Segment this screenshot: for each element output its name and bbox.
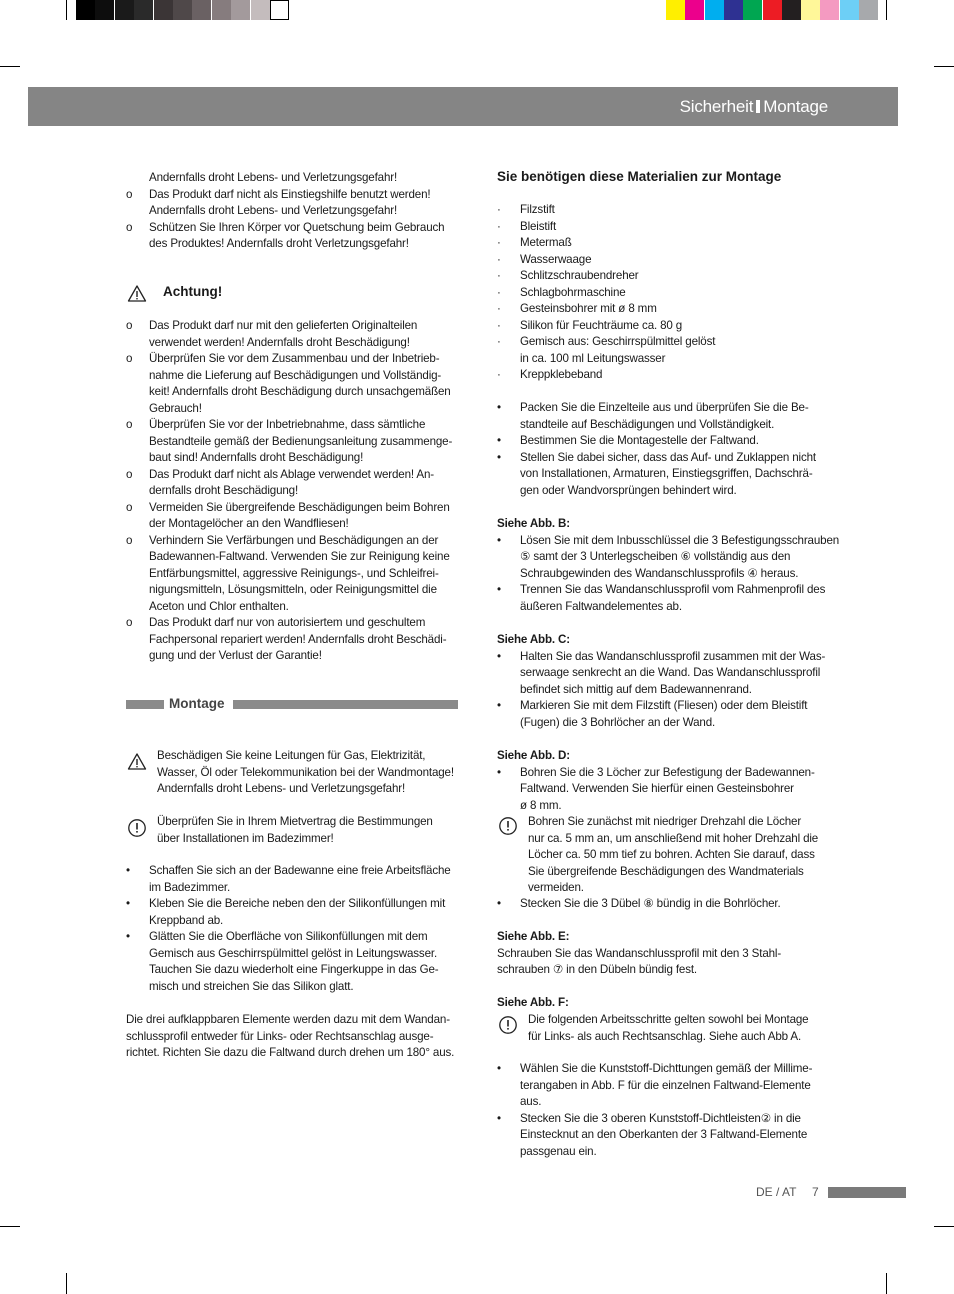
list-item-text: Kleben Sie die Bereiche neben den der Silikonfüllungen mit: [149, 897, 446, 910]
list-item-text: im Badezimmer.: [149, 880, 231, 894]
list-item: [126, 946, 466, 963]
list-item-text: Überprüfen Sie vor der Inbetriebnahme, dass sämtliche: [149, 418, 426, 431]
color-swatch: [685, 0, 704, 20]
seal-steps: [497, 1061, 857, 1160]
list-item-text: des Produktes! Andernfalls droht Verletzungsgefahr!: [149, 237, 409, 250]
preparation-steps: [497, 400, 857, 499]
list-item: [497, 417, 857, 434]
materials-list: [497, 202, 857, 384]
text-line: Sie übergreifende Beschädigungen des Wandmaterials: [528, 864, 804, 878]
list-item: [497, 235, 857, 252]
list-item-text: Das Produkt darf nicht als Einstiegshilfe benutzt werden!: [149, 187, 431, 201]
list-item: [126, 318, 466, 335]
list-item-text: der Montagelöcher an den Wandfliesen!: [149, 517, 349, 530]
color-swatch: [134, 0, 153, 20]
list-item-text: Fachpersonal repariert werden! Andernfalls droht Beschädi-: [149, 632, 447, 646]
bullet: •: [497, 699, 501, 712]
bullet: ·: [497, 236, 501, 249]
bullet: •: [497, 434, 501, 447]
color-swatch: [192, 0, 211, 20]
achtung-list: [126, 318, 466, 665]
color-swatch: [115, 0, 134, 20]
bullet: o: [126, 418, 133, 431]
bullet: ·: [497, 285, 501, 299]
list-item-text: äußeren Faltwandelementes ab.: [520, 599, 682, 613]
bullet: o: [126, 467, 133, 481]
list-item-text: serwaage senkrecht an die Wand. Das Wandanschlussprofil: [520, 666, 821, 679]
bullet: ·: [497, 368, 501, 381]
bullet: •: [497, 533, 501, 547]
list-item-text: Überprüfen Sie vor dem Zusammenbau und der Inbetrieb-: [149, 352, 440, 365]
list-item: [126, 648, 466, 665]
color-swatch: [840, 0, 859, 20]
bullet: ·: [497, 219, 501, 233]
list-item: [126, 203, 466, 220]
bullet: ·: [497, 252, 501, 266]
list-item: [126, 599, 466, 616]
bullet: o: [126, 500, 133, 514]
list-item: [126, 384, 466, 401]
exclamation-circle-icon: [498, 1015, 518, 1035]
list-item-text: Glätten Sie die Oberfläche von Silikonfüllungen mit dem: [149, 930, 428, 943]
list-item: [126, 533, 466, 550]
text-line: schlussprofil entweder für Links- oder Rechtsanschlag ausge-: [126, 1029, 434, 1043]
text-line: Wasser, Öl oder Telekommunikation bei der Wandmontage!: [157, 765, 454, 779]
color-swatch: [801, 0, 820, 20]
list-item-text: gung und der Verlust der Garantie!: [149, 649, 322, 662]
list-item-text: in ca. 100 ml Leitungswasser: [520, 351, 666, 365]
list-item: [497, 334, 857, 351]
list-item: [497, 896, 857, 913]
list-item: [126, 220, 466, 237]
list-item-text: ø 8 mm.: [520, 798, 562, 812]
text-line: Die drei aufklappbaren Elemente werden dazu mit dem Wandan-: [126, 1013, 450, 1026]
list-item: [126, 483, 466, 500]
list-item-text: misch und streichen Sie das Silikon glatt.: [149, 979, 354, 993]
list-item-text: verwendet werden! Andernfalls droht Beschädigung!: [149, 335, 410, 349]
list-item: [126, 500, 466, 517]
list-item-text: Das Produkt darf nur mit den gelieferten Originalteilen: [149, 319, 418, 332]
list-item-text: befindet sich mittig auf dem Badewannenrand.: [520, 682, 752, 696]
list-item-text: Vermeiden Sie übergreifende Beschädigungen beim Bohren: [149, 500, 450, 514]
list-item-text: Faltwand. Verwenden Sie hierfür einen Gesteinsbohrer: [520, 782, 794, 795]
exclamation-circle-icon: [127, 818, 147, 838]
bullet: o: [126, 187, 133, 201]
list-item: [126, 187, 466, 204]
text-line: vermeiden.: [528, 881, 584, 894]
crop-mark: [0, 66, 20, 67]
color-swatch: [705, 0, 724, 20]
color-swatch: [724, 0, 743, 20]
color-swatch: [666, 0, 685, 20]
text-line: nur ca. 5 mm an, um anschließend mit hoher Drehzahl die: [528, 831, 819, 845]
list-item: [497, 268, 857, 285]
list-item-text: Schraubgewinden des Wandanschlussprofils ④ heraus.: [520, 566, 799, 580]
list-item-text: Andernfalls droht Lebens- und Verletzungsgefahr!: [149, 171, 398, 184]
list-item: [497, 533, 857, 550]
crop-mark: [66, 1273, 67, 1294]
color-swatch: [95, 0, 114, 20]
closing-paragraph: [126, 1012, 466, 1062]
bullet: •: [126, 930, 130, 943]
list-item-text: Entfärbungsmittel, aggressive Reinigungs-, und Schleifrei-: [149, 566, 439, 580]
header-section-montage: Montage: [763, 97, 828, 116]
color-swatch: [859, 0, 878, 20]
list-item: [126, 615, 466, 632]
abb-d-heading: Siehe Abb. D:: [497, 749, 570, 762]
montage-divider-left: [126, 700, 164, 709]
crop-mark: [886, 1273, 887, 1294]
text-line: schrauben ⑦ in den Dübeln bündig fest.: [497, 963, 697, 976]
drilling-note: [528, 814, 858, 897]
list-item-text: Das Produkt darf nur von autorisiertem und geschultem: [149, 616, 426, 629]
list-item: [497, 367, 857, 384]
list-item-text: Bleistift: [520, 219, 557, 233]
text-line: Löcher ca. 50 mm tief zu bohren. Achten Sie darauf, dass: [528, 848, 815, 861]
section-header-bar: [28, 87, 898, 126]
color-swatch: [154, 0, 173, 20]
list-item-text: dernfalls droht Beschädigung!: [149, 484, 299, 497]
color-swatch: [212, 0, 231, 20]
list-item-text: gen oder Wandvorsprüngen behindert wird.: [520, 483, 737, 497]
list-item-text: passgenau ein.: [520, 1144, 597, 1158]
preparation-list: [126, 863, 466, 995]
list-item-text: Das Produkt darf nicht als Ablage verwendet werden! An-: [149, 467, 434, 481]
abb-e-heading: Siehe Abb. E:: [497, 930, 570, 943]
list-item: [126, 880, 466, 897]
list-item: [497, 682, 857, 699]
list-item: [126, 913, 466, 930]
list-item: [126, 351, 466, 368]
list-item: [497, 698, 857, 715]
bullet: •: [497, 450, 501, 464]
color-swatch: [251, 0, 270, 20]
list-item-text: Stellen Sie dabei sicher, dass das Auf- und Zuklappen nicht: [520, 450, 817, 464]
bullet: ·: [497, 318, 501, 332]
orientation-note: [528, 1012, 858, 1045]
warning-triangle-icon: [127, 752, 147, 772]
list-item-text: Trennen Sie das Wandanschlussprofil vom Rahmenprofil des: [520, 583, 826, 596]
montage-heading: Montage: [169, 696, 225, 711]
step-abb-f: [497, 995, 857, 1012]
list-item-text: Metermaß: [520, 236, 572, 249]
list-item-text: Badewannen-Faltwand. Verwenden Sie zur Reinigung keine: [149, 550, 450, 563]
list-item: [126, 863, 466, 880]
bullet: •: [126, 897, 130, 910]
list-item-text: terangaben in Abb. F für die einzelnen Faltwand-Elemente: [520, 1078, 811, 1092]
bullet: o: [126, 220, 133, 234]
list-item-text: Schützen Sie Ihren Körper vor Quetschung beim Gebrauch: [149, 220, 445, 234]
list-item: [497, 301, 857, 318]
list-item-text: Wasserwaage: [520, 252, 592, 266]
list-item: [497, 1094, 857, 1111]
list-item: [126, 170, 466, 187]
list-item: [497, 549, 857, 566]
crop-mark: [934, 66, 954, 67]
bullet: ·: [497, 203, 501, 216]
page-number: 7: [812, 1185, 819, 1199]
header-separator: [756, 100, 760, 113]
list-item-text: Wählen Sie die Kunststoff-Dichttungen gemäß der Millime-: [520, 1062, 813, 1075]
list-item: [497, 1111, 857, 1128]
list-item: [497, 351, 857, 368]
list-item-text: Kreppband ab.: [149, 913, 224, 927]
list-item-text: Lösen Sie mit dem Inbusschlüssel die 3 Befestigungsschrauben: [520, 533, 840, 547]
list-item-text: Aceton und Chlor enthalten.: [149, 599, 289, 613]
bullet: •: [497, 765, 501, 779]
text-line: Andernfalls droht Lebens- und Verletzungsgefahr!: [157, 782, 406, 795]
list-item: [497, 252, 857, 269]
list-item: [497, 318, 857, 335]
list-item-text: Silikon für Feuchträume ca. 80 g: [520, 318, 683, 332]
bullet: •: [497, 1062, 501, 1075]
list-item: [497, 582, 857, 599]
abb-f-heading: Siehe Abb. F:: [497, 996, 569, 1009]
step-abb-b: [497, 516, 857, 615]
list-item-text: Bestandteile gemäß der Bedienungsanleitung zusammenge-: [149, 434, 453, 448]
text-line: Beschädigen Sie keine Leitungen für Gas, Elektrizität,: [157, 749, 426, 762]
color-swatch: [270, 0, 289, 20]
color-swatch: [76, 0, 95, 20]
bullet: •: [497, 649, 501, 663]
list-item-text: Stecken Sie die 3 oberen Kunststoff-Dichtleisten② in die: [520, 1111, 801, 1125]
color-swatch: [820, 0, 839, 20]
list-item-text: Gebrauch!: [149, 401, 202, 415]
list-item: [126, 236, 466, 253]
list-item-text: Andernfalls droht Lebens- und Verletzungsgefahr!: [149, 204, 398, 217]
step-abb-e: [497, 929, 857, 979]
list-item: [126, 929, 466, 946]
list-item-text: Stecken Sie die 3 Dübel ⑧ bündig in die Bohrlöcher.: [520, 897, 781, 910]
crop-mark: [886, 0, 887, 20]
list-item: [497, 1127, 857, 1144]
list-item-text: Bestimmen Sie die Montagestelle der Faltwand.: [520, 434, 759, 447]
color-swatch: [231, 0, 250, 20]
list-item-text: Markieren Sie mit dem Filzstift (Fliesen) oder dem Bleistift: [520, 699, 808, 712]
list-item-text: nahme die Lieferung auf Beschädigungen und Vollständig-: [149, 368, 442, 382]
list-item: [497, 450, 857, 467]
list-item: [497, 781, 857, 798]
list-item-text: Tauchen Sie dazu wiederholt eine Fingerkuppe in das Ge-: [149, 963, 439, 976]
warning-triangle-icon: [127, 284, 147, 304]
bullet: o: [126, 319, 133, 332]
bullet: •: [497, 1111, 501, 1125]
list-item: [126, 516, 466, 533]
materials-heading: Sie benötigen diese Materialien zur Montage: [497, 169, 782, 184]
list-item: [126, 962, 466, 979]
list-item-text: Filzstift: [520, 203, 555, 216]
list-item: [497, 400, 857, 417]
list-item-text: baut sind! Andernfalls droht Beschädigung!: [149, 451, 364, 464]
list-item: [126, 582, 466, 599]
left-column: [126, 170, 466, 253]
list-item: [126, 368, 466, 385]
list-item: [497, 219, 857, 236]
list-item: [126, 401, 466, 418]
section-header-title: [680, 97, 828, 117]
list-item-text: von Installationen, Armaturen, Einstiegsgriffen, Dachschrä-: [520, 467, 813, 480]
bullet: •: [497, 583, 501, 596]
list-item-text: standteile auf Beschädigungen und Vollständigkeit.: [520, 417, 775, 431]
list-item: [126, 566, 466, 583]
bullet: o: [126, 616, 133, 629]
text-line: über Installationen im Badezimmer!: [157, 831, 334, 845]
achtung-heading: Achtung!: [163, 284, 223, 299]
text-line: für Links- als auch Rechtsanschlag. Siehe auch Abb A.: [528, 1029, 802, 1043]
list-item-text: aus.: [520, 1095, 542, 1108]
bullet: •: [497, 897, 501, 910]
list-item-text: Schlitzschraubendreher: [520, 269, 639, 282]
list-item-text: Gemisch aus Geschirrspülmittel gelöst in Leitungswasser.: [149, 946, 438, 960]
color-swatch: [763, 0, 782, 20]
list-item-text: Halten Sie das Wandanschlussprofil zusammen mit der Was-: [520, 649, 826, 663]
bullet: o: [126, 533, 133, 547]
text-line: Schrauben Sie das Wandanschlussprofil mit den 3 Stahl-: [497, 946, 782, 960]
color-swatch: [743, 0, 762, 20]
list-item-text: Einstecknut an den Oberkanten der 3 Faltwand-Elemente: [520, 1128, 808, 1141]
list-item: [497, 202, 857, 219]
bullet: ·: [497, 269, 501, 282]
list-item: [126, 632, 466, 649]
list-item: [126, 467, 466, 484]
safety-list-continued: [126, 170, 466, 253]
list-item: [497, 566, 857, 583]
list-item: [126, 417, 466, 434]
list-item-text: Gesteinsbohrer mit ø 8 mm: [520, 302, 657, 315]
step-abb-c: [497, 632, 857, 731]
text-line: Bohren Sie zunächst mit niedriger Drehzahl die Löcher: [528, 815, 802, 828]
list-item: [497, 483, 857, 500]
list-item-text: (Fugen) die 3 Bohrlöcher an der Wand.: [520, 715, 716, 729]
list-item: [497, 765, 857, 782]
list-item-text: Packen Sie die Einzelteile aus und überprüfen Sie die Be-: [520, 401, 809, 414]
footer-bar: [828, 1187, 906, 1198]
list-item-text: Kreppklebeband: [520, 368, 603, 381]
list-item-text: Bohren Sie die 3 Löcher zur Befestigung der Badewannen-: [520, 765, 815, 779]
list-item: [126, 896, 466, 913]
list-item: [497, 649, 857, 666]
list-item-text: Schlagbohrmaschine: [520, 285, 626, 299]
list-item: [497, 1144, 857, 1161]
list-item-text: Verhindern Sie Verfärbungen und Beschädigungen an der: [149, 533, 439, 547]
text-line: richtet. Richten Sie dazu die Faltwand durch drehen um 180° aus.: [126, 1046, 455, 1059]
list-item-text: Schaffen Sie sich an der Badewanne eine freie Arbeitsfläche: [149, 864, 451, 877]
list-item: [497, 466, 857, 483]
bullet: •: [497, 401, 501, 414]
crop-mark: [0, 1226, 20, 1227]
list-item: [126, 335, 466, 352]
list-item: [126, 450, 466, 467]
list-item: [497, 798, 857, 815]
abb-c-heading: Siehe Abb. C:: [497, 633, 570, 646]
list-item-text: ⑤ samt der 3 Unterlegscheiben ⑥ vollständig aus den: [520, 550, 791, 563]
list-item-text: nigungsmitteln, Lösungsmitteln, oder Reinigungsmittel die: [149, 583, 437, 596]
list-item: [497, 433, 857, 450]
bullet: ·: [497, 335, 501, 348]
list-item: [497, 599, 857, 616]
bullet: •: [126, 864, 130, 877]
list-item-text: Gemisch aus: Geschirrspülmittel gelöst: [520, 335, 716, 348]
text-line: Die folgenden Arbeitsschritte gelten sowohl bei Montage: [528, 1013, 809, 1026]
text-line: Überprüfen Sie in Ihrem Mietvertrag die Bestimmungen: [157, 815, 433, 828]
utility-lines-warning: [157, 748, 467, 798]
color-swatch: [782, 0, 801, 20]
footer-locale: DE / AT: [756, 1185, 797, 1199]
abb-b-heading: Siehe Abb. B:: [497, 517, 570, 530]
montage-divider-right: [233, 700, 458, 709]
header-section-safety: Sicherheit: [679, 97, 754, 116]
bullet: o: [126, 352, 133, 365]
list-item: [497, 715, 857, 732]
list-item: [126, 549, 466, 566]
color-swatch: [173, 0, 192, 20]
list-item: [126, 434, 466, 451]
crop-mark: [934, 1226, 954, 1227]
list-item: [497, 1078, 857, 1095]
bullet: ·: [497, 302, 501, 315]
list-item-text: keit! Andernfalls droht Beschädigung durch unsachgemäßen: [149, 385, 451, 398]
dowel-step: [497, 896, 857, 913]
list-item: [126, 979, 466, 996]
step-abb-d: [497, 748, 857, 814]
list-item: [497, 1061, 857, 1078]
list-item: [497, 665, 857, 682]
crop-mark: [66, 0, 67, 20]
rental-contract-note: [157, 814, 467, 847]
exclamation-circle-icon: [498, 816, 518, 836]
list-item: [497, 285, 857, 302]
